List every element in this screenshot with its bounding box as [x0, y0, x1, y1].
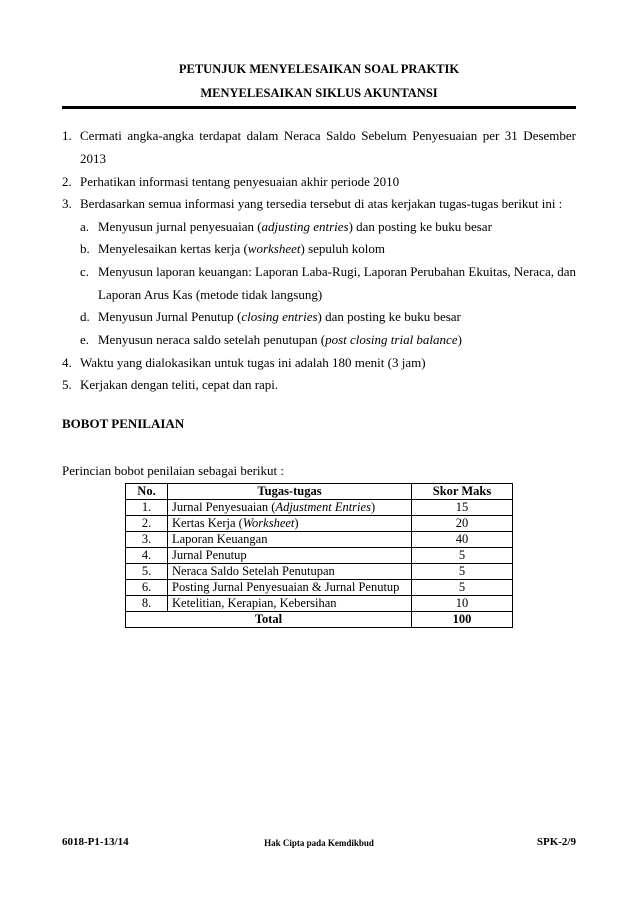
- instruction-number: 4.: [62, 355, 72, 370]
- table-row: [126, 500, 513, 516]
- subtask-text: ) dan posting ke buku besar: [348, 219, 492, 234]
- row-task: [168, 548, 412, 564]
- section-heading: BOBOT PENILAIAN: [62, 416, 185, 431]
- instruction-text: Kerjakan dengan teliti, cepat dan rapi.: [80, 377, 279, 392]
- row-task: [168, 580, 412, 596]
- row-score: 5: [412, 580, 513, 596]
- row-number: 6.: [126, 580, 168, 596]
- subtask-e: [98, 332, 462, 348]
- subtask-text: Menyusun jurnal penyesuaian (: [98, 219, 262, 234]
- subtask-letter: d.: [80, 309, 90, 324]
- subtask-letter: b.: [80, 241, 90, 256]
- column-header-no: No.: [126, 484, 168, 500]
- table-row: [126, 564, 513, 580]
- footer-page: SPK-2/9: [536, 836, 576, 848]
- task-text: Ketelitian, Kerapian, Kebersihan: [172, 596, 337, 610]
- total-label: Total: [126, 612, 412, 628]
- task-term: Worksheet: [242, 516, 295, 530]
- task-term: Adjustment Entries: [275, 500, 371, 514]
- instruction-text: Waktu yang dialokasikan untuk tugas ini adalah 180 menit (3 jam): [80, 355, 426, 370]
- subtask-letter: e.: [80, 332, 90, 347]
- row-task: [168, 564, 412, 580]
- row-task: [168, 532, 412, 548]
- row-score: 40: [412, 532, 513, 548]
- total-value: 100: [412, 612, 513, 628]
- row-task: [168, 500, 412, 516]
- task-text: Posting Jurnal Penyesuaian & Jurnal Penutup: [172, 580, 400, 594]
- task-text: Neraca Saldo Setelah Penutupan: [172, 564, 335, 578]
- row-score: 10: [412, 596, 513, 612]
- column-header-task: Tugas-tugas: [168, 484, 412, 500]
- instruction-text: Cermati angka-angka terdapat dalam Neraca Saldo Sebelum Penyesuaian per 31 Desember: [80, 128, 576, 143]
- instruction-text: Perhatikan informasi tentang penyesuaian akhir periode 2010: [80, 174, 400, 189]
- scoring-table: [125, 483, 513, 628]
- subtask-text: ): [457, 332, 462, 347]
- instruction-number: 2.: [62, 174, 72, 189]
- task-text: Kertas Kerja (: [172, 516, 243, 530]
- document-title-line1: PETUNJUK MENYELESAIKAN SOAL PRAKTIK: [178, 62, 460, 76]
- subtask-c-line2: Laporan Arus Kas (metode tidak langsung): [98, 287, 323, 302]
- footer-code: 6018-P1-13/14: [62, 836, 129, 848]
- row-score: 20: [412, 516, 513, 532]
- task-text: Jurnal Penyesuaian (: [172, 500, 276, 514]
- table-total-row: [126, 612, 513, 628]
- task-text: ): [370, 500, 376, 514]
- row-score: 15: [412, 500, 513, 516]
- task-text: ): [294, 516, 299, 530]
- row-number: 2.: [126, 516, 168, 532]
- row-score: 5: [412, 564, 513, 580]
- instruction-number: 3.: [62, 196, 72, 211]
- subtask-text: Menyusun Jurnal Penutup (: [98, 309, 242, 324]
- subtask-letter: a.: [80, 219, 90, 234]
- subtask-text: ) dan posting ke buku besar: [317, 309, 461, 324]
- table-row: [126, 580, 513, 596]
- subtask-b: [98, 241, 385, 257]
- table-header-row: [126, 484, 513, 500]
- subtask-d: [98, 309, 461, 325]
- section-intro: Perincian bobot penilaian sebagai berikut :: [62, 463, 285, 478]
- task-text: Laporan Keuangan: [172, 532, 268, 546]
- instruction-text-cont: 2013: [80, 151, 106, 166]
- table-row: [126, 596, 513, 612]
- row-number: 8.: [126, 596, 168, 612]
- instruction-text: Berdasarkan semua informasi yang tersedia tersebut di atas kerjakan tugas-tugas berikut ini :: [80, 196, 563, 211]
- document-title-line2: MENYELESAIKAN SIKLUS AKUNTANSI: [200, 86, 438, 100]
- row-number: 1.: [126, 500, 168, 516]
- subtask-term: adjusting entries: [261, 219, 349, 234]
- subtask-term: post closing trial balance: [325, 332, 458, 347]
- row-number: 3.: [126, 532, 168, 548]
- table-row: [126, 532, 513, 548]
- row-score: 5: [412, 548, 513, 564]
- row-task: [168, 596, 412, 612]
- row-number: 4.: [126, 548, 168, 564]
- subtask-letter: c.: [80, 264, 90, 279]
- subtask-term: closing entries: [241, 309, 318, 324]
- table-row: [126, 516, 513, 532]
- column-header-score: Skor Maks: [412, 484, 513, 500]
- footer-copyright: Hak Cipta pada Kemdikbud: [264, 838, 374, 848]
- title-divider: [62, 106, 576, 109]
- instruction-number: 5.: [62, 377, 72, 392]
- table-row: [126, 548, 513, 564]
- subtask-c-line1: Menyusun laporan keuangan: Laporan Laba-Rugi, Laporan Perubahan Ekuitas, Neraca, dan: [98, 264, 576, 279]
- subtask-term: worksheet: [247, 241, 301, 256]
- row-number: 5.: [126, 564, 168, 580]
- row-task: [168, 516, 412, 532]
- subtask-text: Menyusun neraca saldo setelah penutupan (: [98, 332, 326, 347]
- subtask-a: [98, 219, 492, 235]
- subtask-text: Menyelesaikan kertas kerja (: [98, 241, 248, 256]
- instruction-number: 1.: [62, 128, 72, 143]
- task-text: Jurnal Penutup: [172, 548, 247, 562]
- subtask-text: ) sepuluh kolom: [300, 241, 386, 256]
